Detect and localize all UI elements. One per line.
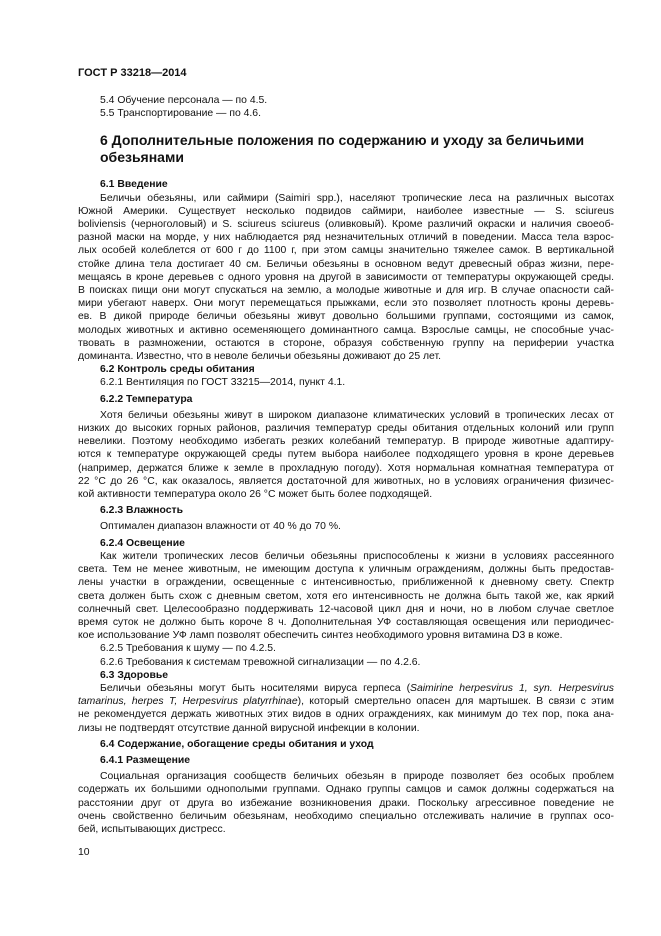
section-6-title xyxy=(78,132,614,166)
text-line: время суток не должно быть короче 8 ч. Дополнительная УФ составляющая освещения или периодичес- xyxy=(78,616,614,628)
text-line xyxy=(78,682,614,695)
heading-6-4: 6.4 Содержание, обогащение среды обитания и уход xyxy=(100,738,374,750)
text-line: 22 °C до 26 °C, как оказалось, является достаточной для животных, но в условиях ограничения физичес- xyxy=(78,475,614,487)
italic-text: Saimirine herpesvirus 1, syn. Herpesvirus xyxy=(410,682,614,694)
italic-text: tamarinus, herpes T, Herpesvirus platyrrhinae xyxy=(78,696,298,708)
paragraph-6-2-3: Оптимален диапазон влажности от 40 % до 70 %. xyxy=(100,521,341,533)
text-line: кое использование УФ ламп позволят обеспечить синтез необходимого уровня витамина D3 в коже. xyxy=(78,630,563,642)
text-line: лизы не подтвердят отсутствие данной вирусной инфекции в колонии. xyxy=(78,722,420,734)
text-line: низких до высоких горных районов, различия температур среды обитания отдельных колоний или групп xyxy=(78,423,614,435)
heading-6-2-2: 6.2.2 Температура xyxy=(100,393,193,405)
paragraph-6-4-1 xyxy=(78,770,614,836)
document-page xyxy=(78,66,614,859)
text-line: очень свойственно беличьим обезьянам, необходимо специально отслеживать наличие в группах осо- xyxy=(78,810,614,822)
text-line: твовать в размножении, остаются в стороне, образуя собственную группу на периферии участка xyxy=(78,337,614,349)
text-line: ются к температуре окружающей среды путем выбора наиболее подходящего уровня в кроне деревьев xyxy=(78,449,614,461)
text-line: света должен быть схож с дневным светом, хотя его интенсивность не должна быть такой же, как яркий xyxy=(78,590,614,602)
text-line: молодых животных и активно осеменяющего доминантного самца. Взрослые самцы, не способные учас- xyxy=(78,324,614,336)
text-segment: Беличьи обезьяны могут быть носителями вируса герпеса ( xyxy=(100,682,411,694)
text-line: доминанта. Известно, что в неволе беличьи обезьяны доживают до 25 лет. xyxy=(78,351,441,363)
item-6-2-1: 6.2.1 Вентиляция по ГОСТ 33215—2014, пункт 4.1. xyxy=(100,377,346,389)
text-line: солнечный свет. Целесообразно поддерживать 12-часовой цикл дня и ночи, но в любом случае светлое xyxy=(78,603,614,615)
section-title-line: 6 Дополнительные положения по содержанию и уходу за беличьими xyxy=(100,132,585,149)
text-line: лых особей колеблется от 600 г до 1100 г, при этом самцы значительно тяжелее самок. В вертикальной xyxy=(78,245,614,257)
text-line: невелики. Поэтому необходимо избегать резких колебаний температур. В природе животные адаптиру- xyxy=(78,436,614,448)
paragraph-6-2-4 xyxy=(78,550,614,642)
text-line: ев. В дикой природе беличьи обезьяны живут довольно большими группами, состоящими из самок, xyxy=(78,311,614,323)
paragraph-6-3 xyxy=(78,682,614,735)
section-title-line: обезьянами xyxy=(100,149,184,166)
item-6-2-5: 6.2.5 Требования к шуму — по 4.2.5. xyxy=(100,643,276,655)
text-line: лены участки в ограждении, освещенные с интенсивностью, приближенной к дневному свету. Спектр xyxy=(78,577,614,589)
item-6-2-6: 6.2.6 Требования к системам тревожной сигнализации — по 4.2.6. xyxy=(100,656,421,668)
item-5-4: 5.4 Обучение персонала — по 4.5. xyxy=(100,95,268,106)
text-line: мещаясь в кроне деревьев с одного уровня на другой в зависимости от температуры окружающей среды. xyxy=(78,271,614,283)
page-number: 10 xyxy=(78,847,90,859)
document-header: ГОСТ Р 33218—2014 xyxy=(78,67,187,79)
text-line: В поисках пищи они могут спускаться на землю, а молодые животные и для игр. В случае опасности сай- xyxy=(78,285,614,297)
heading-6-2-3: 6.2.3 Влажность xyxy=(100,505,183,517)
text-line: кой активности температура около 26 °C может быть более подходящей. xyxy=(78,489,433,501)
text-line: разной маски на морде, у них наблюдается ряд незначительных отличий в поведении. Масса тела взрос- xyxy=(78,232,614,244)
heading-6-2-4: 6.2.4 Освещение xyxy=(100,537,185,549)
paragraph-6-1 xyxy=(78,192,614,364)
text-line: мири убегают наверх. Они могут перемещаться прыжками, если это позволяет плотность кроны деревь- xyxy=(78,298,614,310)
heading-6-1: 6.1 Введение xyxy=(100,179,168,191)
text-line: Хотя беличьи обезьяны живут в широком диапазоне климатических условий в тропических лесах от xyxy=(100,409,614,421)
text-line: света. Тем не менее животным, не имеющим доступа к уличным ограждениям, должны быть предостав- xyxy=(78,564,614,576)
text-line: Южной Америки. Существует несколько подвидов саймири, наиболее известные — S. sciureus xyxy=(78,205,614,217)
text-segment: ), который смертельно опасен для мартышек. В связи с этим xyxy=(297,696,614,708)
text-line: (например, держатся ближе к земле в прохладную погоду). Хотя нормальная комнатная температура от xyxy=(78,462,614,474)
text-line: бей, испытывающих дистресс. xyxy=(78,823,226,835)
heading-6-2: 6.2 Контроль среды обитания xyxy=(100,364,255,376)
text-line: стойке длина тела достигает 40 см. Беличьи обезьяны в основном ведут древесный образ жизни, пере- xyxy=(78,258,614,270)
heading-6-3: 6.3 Здоровье xyxy=(100,669,169,681)
text-line: не рекомендуется держать животных этих видов в одних ограждениях, как минимум до тех пор, пока ана- xyxy=(78,709,614,721)
text-line: Беличьи обезьяны, или саймири (Saimiri spp.), населяют тропические леса на различных высотах xyxy=(100,192,614,204)
text-line: расстоянии друг от друга во избежание возникновения драки. Поскольку агрессивное поведение не xyxy=(78,797,614,809)
text-line: boliviensis (черноголовый) и S. sciureus sciureus (оливковый). Кроме различий окраски и наличия своеоб- xyxy=(78,219,614,231)
text-line xyxy=(78,695,614,708)
text-line: Социальная организация сообществ беличьих обезьян в природе позволяет без особых проблем xyxy=(100,771,614,783)
paragraph-6-2-2 xyxy=(78,409,614,501)
text-line: Как жители тропических лесов беличьи обезьяны приспособлены к жизни в условиях рассеянного xyxy=(100,550,614,562)
text-line: содержать их большими однополыми группами. Однако группы самцов и самок должны содержаться на xyxy=(78,784,614,796)
heading-6-4-1: 6.4.1 Размещение xyxy=(100,754,191,766)
item-5-5: 5.5 Транспортирование — по 4.6. xyxy=(100,108,261,120)
